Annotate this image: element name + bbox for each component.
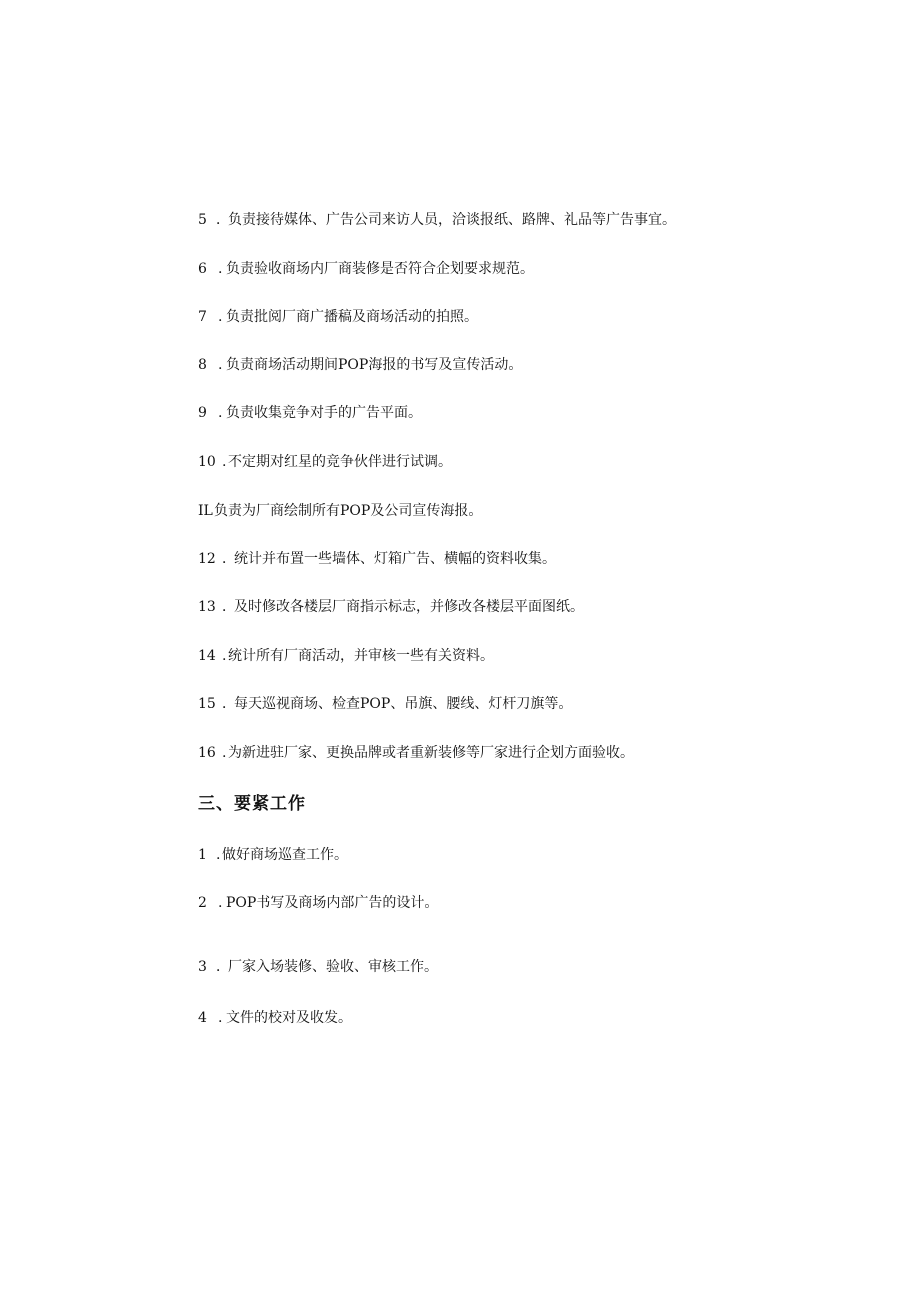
item-separator: . [218,895,223,911]
item-number: 6 [198,261,207,277]
item-number: 3 [198,959,207,975]
list-item [198,356,522,374]
item-separator: . [218,309,223,325]
item-number: 16 [198,745,216,761]
item-number: 7 [198,309,207,325]
item-separator: ． [222,551,236,567]
item-text: 及时修改各楼层厂商指示标志，并修改各楼层平面图纸。 [234,599,584,615]
item-number: 14 [198,648,216,664]
item-separator: . [222,648,227,664]
list-item [198,894,438,912]
item-separator: . [216,847,221,863]
item-text: 文件的校对及收发。 [226,1010,352,1026]
list-item [198,260,534,278]
item-separator: . [218,357,223,373]
item-separator: . [218,1010,223,1026]
list-item [198,453,452,471]
item-text: POP书写及商场内部广告的设计。 [226,895,439,911]
list-item [198,647,494,665]
item-text: 每天巡视商场、检查POP、吊旗、腰线、灯杆刀旗等。 [234,696,573,712]
item-separator: . [222,454,227,470]
item-separator: . [218,405,223,421]
list-item [198,502,482,520]
item-number: 10 [198,454,216,470]
list-item [198,846,348,864]
item-number: 9 [198,405,207,421]
item-text: 为新进驻厂家、更换品牌或者重新装修等厂家进行企划方面验收。 [228,745,634,761]
item-text: 统计所有厂商活动，并审核一些有关资料。 [228,648,494,664]
list-item [198,958,438,976]
item-number: 15 [198,696,216,712]
item-number: 5 [198,212,207,228]
item-separator: ． [216,959,230,975]
item-text: 负责收集竞争对手的广告平面。 [226,405,422,421]
item-text: 负责批阅厂商广播稿及商场活动的拍照。 [226,309,478,325]
item-number: 13 [198,599,216,615]
list-item [198,744,634,762]
item-number: 12 [198,551,216,567]
item-number: IL [198,503,213,519]
item-text: 不定期对红星的竞争伙伴进行试调。 [228,454,452,470]
list-item [198,308,478,326]
list-item [198,695,572,713]
list-item [198,211,676,229]
item-text: 做好商场巡查工作。 [222,847,348,863]
list-item [198,550,556,568]
list-item [198,1009,352,1027]
section-heading: 三、要紧工作 [198,794,306,814]
item-text: 厂家入场装修、验收、审核工作。 [228,959,438,975]
item-text: 负责商场活动期间POP海报的书写及宣传活动。 [226,357,523,373]
item-text: 负责验收商场内厂商装修是否符合企划要求规范。 [226,261,534,277]
item-number: 2 [198,895,207,911]
item-text: 负责接待媒体、广告公司来访人员，洽谈报纸、路牌、礼品等广告事宜。 [228,212,676,228]
item-separator: ． [216,212,230,228]
item-separator: ． [222,696,236,712]
item-separator: ． [222,599,236,615]
item-text: 统计并布置一些墙体、灯箱广告、横幅的资料收集。 [234,551,556,567]
item-number: 1 [198,847,207,863]
item-separator: . [218,261,223,277]
item-text: 负责为厂商绘制所有POP及公司宣传海报。 [214,503,483,519]
item-number: 4 [198,1010,207,1026]
list-item [198,598,584,616]
item-separator: . [222,745,227,761]
item-number: 8 [198,357,207,373]
list-item [198,404,422,422]
